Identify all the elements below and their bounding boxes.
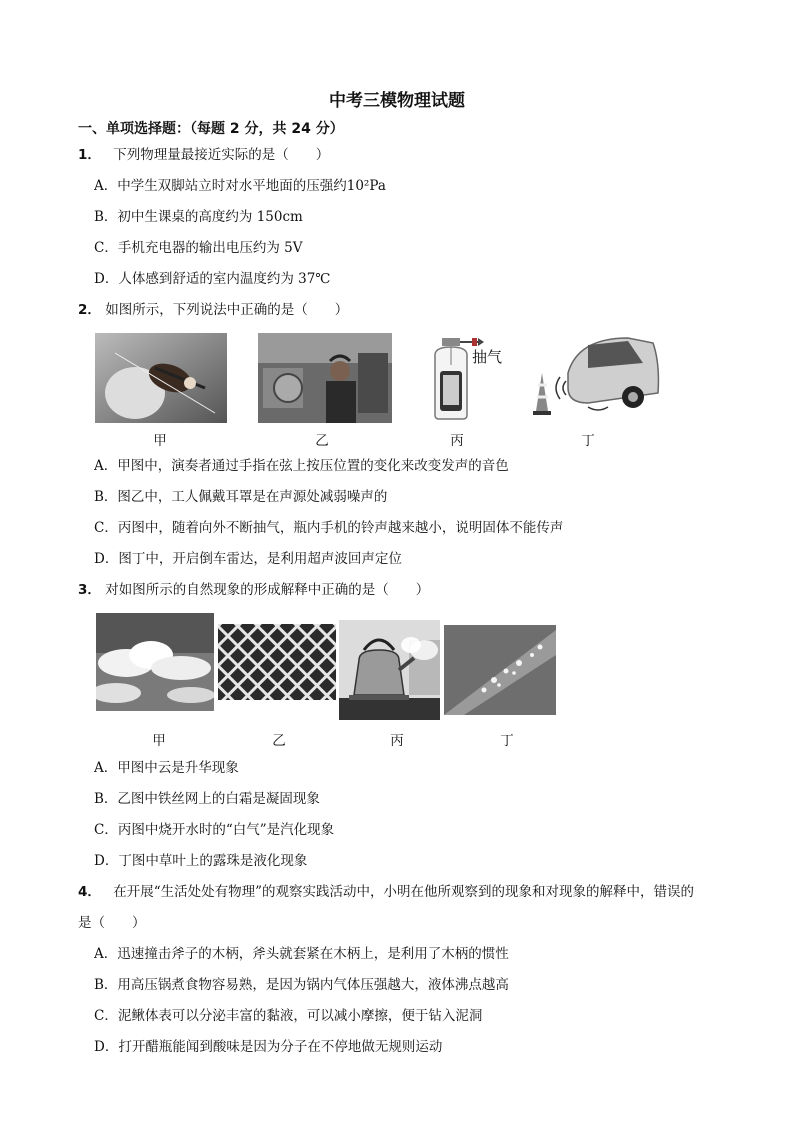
option-4c: C．泥鳅体表可以分泌丰富的黏液，可以减小摩擦，便于钻入泥洞 (94, 1008, 483, 1024)
figure-clouds (96, 613, 214, 711)
option-2a: A．甲图中，演奏者通过手指在弦上按压位置的变化来改变发声的音色 (94, 458, 509, 474)
question-stem: 在开展“生活处处有物理”的观察实践活动中，小明在他所观察到的现象和对现象的解释中，错误的 (113, 884, 695, 900)
option-2c: C．丙图中，随着向外不断抽气，瓶内手机的铃声越来越小，说明固体不能传声 (94, 520, 564, 536)
question-3 (78, 581, 429, 599)
figure-car-radar (528, 333, 660, 423)
option-4d: D．打开醋瓶能闻到酸味是因为分子在不停地做无规则运动 (94, 1039, 443, 1055)
caption-yi: 乙 (315, 433, 329, 449)
question-number: 3． (78, 582, 101, 598)
question-number: 1． (78, 147, 101, 163)
caption-bing: 丙 (450, 433, 464, 449)
figure-dew-leaf (444, 625, 556, 715)
figure-violin (95, 333, 227, 423)
question-stem: 如图所示，下列说法中正确的是（ ） (105, 302, 349, 318)
page-title: 中考三模物理试题 (329, 91, 465, 111)
question-2 (78, 301, 348, 319)
option-2b: B．图乙中，工人佩戴耳罩是在声源处减弱噪声的 (94, 489, 388, 505)
caption-yi: 乙 (272, 733, 286, 749)
option-3c: C．丙图中烧开水时的“白气”是汽化现象 (94, 822, 335, 838)
option-1b: B．初中生课桌的高度约为 150cm (94, 209, 303, 225)
question-stem: 对如图所示的自然现象的形成解释中正确的是（ ） (105, 582, 430, 598)
figure-kettle (339, 620, 440, 720)
caption-ding: 丁 (581, 433, 595, 449)
question-number: 4． (78, 884, 101, 900)
section-heading: 一、单项选择题：（每题 2 分，共 24 分） (78, 121, 344, 137)
option-1a: A．中学生双脚站立时对水平地面的压强约10²Pa (94, 178, 386, 194)
caption-jia: 甲 (152, 733, 166, 749)
question-stem: 下列物理量最接近实际的是（ ） (113, 147, 330, 163)
option-3a: A．甲图中云是升华现象 (94, 760, 239, 776)
option-1d: D．人体感到舒适的室内温度约为 37℃ (94, 271, 331, 287)
option-3b: B．乙图中铁丝网上的白霜是凝固现象 (94, 791, 320, 807)
figure-worker (258, 333, 392, 423)
caption-ding: 丁 (500, 733, 514, 749)
option-1c: C．手机充电器的输出电压约为 5V (94, 240, 303, 256)
option-3d: D．丁图中草叶上的露珠是液化现象 (94, 853, 308, 869)
option-2d: D．图丁中，开启倒车雷达，是利用超声波回声定位 (94, 551, 402, 567)
question-4-continuation: 是（ ） (78, 915, 146, 931)
option-4b: B．用高压锅煮食物容易熟，是因为锅内气体压强越大，液体沸点越高 (94, 977, 509, 993)
caption-jia: 甲 (153, 433, 167, 449)
option-4a: A．迅速撞击斧子的木柄，斧头就套紧在木柄上，是利用了木柄的惯性 (94, 946, 509, 962)
question-1 (78, 146, 329, 164)
figure-pump-label: 抽气 (472, 348, 503, 366)
question-4 (78, 883, 694, 901)
caption-bing: 丙 (390, 733, 404, 749)
question-number: 2． (78, 302, 101, 318)
figure-frost-mesh (218, 624, 336, 700)
